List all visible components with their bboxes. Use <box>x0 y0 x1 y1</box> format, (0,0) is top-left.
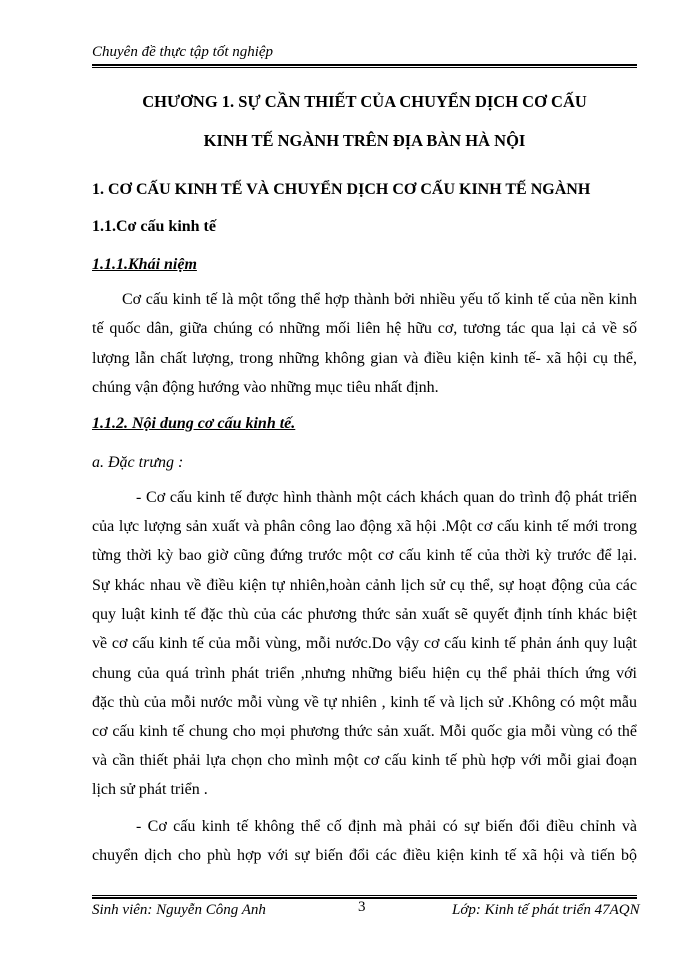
paragraph-line: và cần thiết phải lựa chọn cho mình một cơ cấu kinh tế phù hợp với mỗi giai đoạn <box>92 752 637 769</box>
section-1-1-2-heading: 1.1.2. Nội dung cơ cấu kinh tế. <box>92 415 296 432</box>
footer-rule-thin <box>92 895 637 896</box>
paragraph-line: tế quốc dân, giữa chúng có những mối liên hệ hữu cơ, tương tác qua lại cả về số <box>92 320 637 337</box>
paragraph-line: từng thời kỳ bao giờ cũng đứng trước một cơ cấu kinh tế của thời kỳ trước để lại. <box>92 547 637 564</box>
paragraph-line: cơ cấu kinh tế chung cho mọi phương thức sản xuất. Mỗi quốc gia mỗi vùng có thể <box>92 723 637 740</box>
paragraph-line: - Cơ cấu kinh tế được hình thành một cách khách quan do trình độ phát triển <box>136 489 637 506</box>
chapter-title-line-2: KINH TẾ NGÀNH TRÊN ĐỊA BÀN HÀ NỘI <box>203 131 526 150</box>
footer-class: Lớp: Kinh tế phát triển 47AQN <box>452 902 640 918</box>
paragraph-line: - Cơ cấu kinh tế không thể cố định mà phải có sự biến đổi điều chỉnh và <box>136 818 637 835</box>
header-rule-thick <box>92 64 637 66</box>
section-1-1-heading: 1.1.Cơ cấu kinh tế <box>92 218 216 235</box>
paragraph-line: của lực lượng sản xuất và phân công lao động xã hội .Một cơ cấu kinh tế mới trong <box>92 518 637 535</box>
paragraph-line: Sự khác nhau về điều kiện tự nhiên,hoàn cảnh lịch sử cụ thể, sự hoạt động của các <box>92 577 637 594</box>
paragraph-line: chung của quá trình phát triển ,nhưng những biểu hiện cụ thể phải thích ứng với <box>92 665 637 682</box>
footer-page-number: 3 <box>358 899 366 915</box>
header-rule-thin <box>92 67 637 68</box>
paragraph-line: lượng lẫn chất lượng, trong những không gian và điều kiện kinh tế- xã hội cụ thể, <box>92 350 637 367</box>
footer-student: Sinh viên: Nguyễn Công Anh <box>92 902 266 918</box>
section-1-heading: 1. CƠ CẤU KINH TẾ VÀ CHUYỂN DỊCH CƠ CẤU KINH TẾ NGÀNH <box>92 181 591 198</box>
paragraph-line: quy luật kinh tế đặc thù của các phương thức sản xuất sẽ quyết định tính khác biệt <box>92 606 637 623</box>
paragraph-line: về cơ cấu kinh tế của mỗi vùng, mỗi nước.Do vậy cơ cấu kinh tế phản ánh quy luật <box>92 635 637 652</box>
section-1-1-1-heading: 1.1.1.Khái niệm <box>92 256 197 273</box>
paragraph-line: chuyển dịch cho phù hợp với sự biến đổi các điều kiện kinh tế xã hội và tiến bộ <box>92 847 637 864</box>
header-title: Chuyên đề thực tập tốt nghiệp <box>92 44 274 60</box>
subheading-characteristics: a. Đặc trưng : <box>92 454 184 471</box>
paragraph-line: Cơ cấu kinh tế là một tổng thể hợp thành bởi nhiều yếu tố kinh tế của nền kinh <box>122 291 637 308</box>
paragraph-line: chúng vận động hướng vào những mục tiêu nhất định. <box>92 379 439 396</box>
paragraph-line: đặc thù của mỗi nước mỗi vùng về tự nhiên , kinh tế và lịch sử .Không có một mẫu <box>92 694 637 711</box>
paragraph-line: lịch sử phát triển . <box>92 781 208 798</box>
chapter-title-line-1: CHƯƠNG 1. SỰ CẦN THIẾT CỦA CHUYỂN DỊCH CƠ CẤU <box>142 92 587 111</box>
